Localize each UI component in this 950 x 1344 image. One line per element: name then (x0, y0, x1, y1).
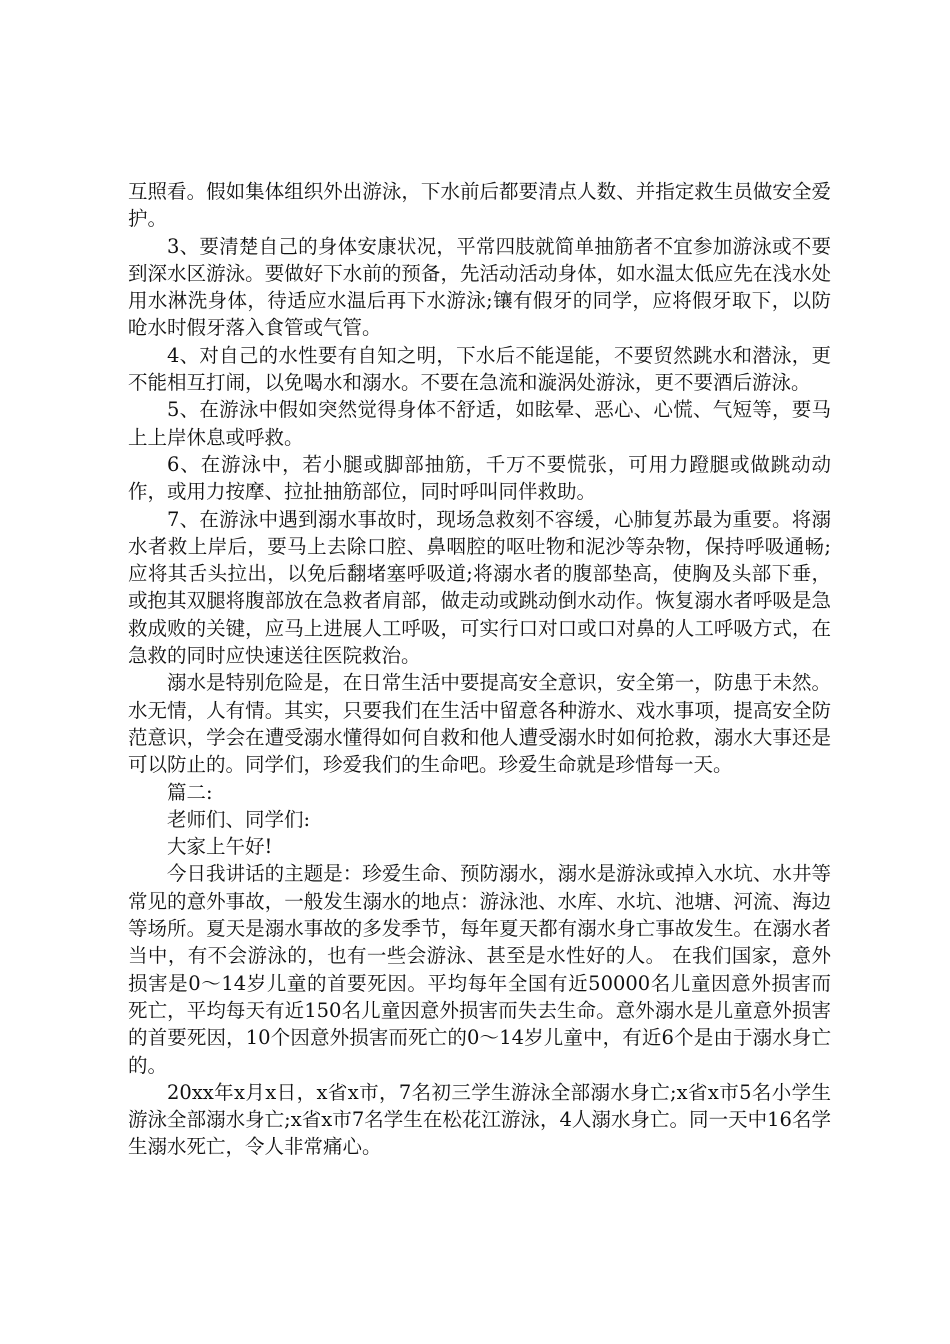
document-body (128, 178, 831, 1161)
paragraph-continuation: 互照看。假如集体组织外出游泳，下水前后都要清点人数、并指定救生员做安全爱护。 (128, 180, 831, 231)
paragraph-item-4: 4、对自己的水性要有自知之明，下水后不能逞能，不要贸然跳水和潜泳，更不能相互打闹，以免喝水和溺水。不要在急流和漩涡处游泳，更不要酒后游泳。 (128, 343, 831, 395)
paragraph-speech-topic: 今日我讲话的主题是：珍爱生命、预防溺水，溺水是游泳或掉入水坑、水井等常见的意外事故，一般发生溺水的地点：游泳池、水库、水坑、池塘、河流、海边等场所。夏天是溺水事故的多发季节，每年夏天都有溺水身亡事故发生。在溺水者当中，有不会游泳的，也有一些会游泳、甚至是水性好的人。 在我们国家，意外损害是0～14岁儿童的首要死因。平均每年全国有近50000名儿童因意外损害而死亡，平均每天有近150名儿童因意外损害而失去生命。意外溺水是儿童意外损害的首要死因，10个因意外损害而死亡的0～14岁儿童中，有近6个是由于溺水身亡的。 (128, 862, 831, 1077)
paragraph-item-7: 7、在游泳中遇到溺水事故时，现场急救刻不容缓，心肺复苏最为重要。将溺水者救上岸后，要马上去除口腔、鼻咽腔的呕吐物和泥沙等杂物，保持呼吸通畅;应将其舌头拉出，以免后翻堵塞呼吸道;将溺水者的腹部垫高，使胸及头部下垂，或抱其双腿将腹部放在急救者肩部，做走动或跳动倒水动作。恢复溺水者呼吸是急救成败的关键，应马上进展人工呼吸，可实行口对口或口对鼻的人工呼吸方式，在急救的同时应快速送往医院救治。 (128, 507, 831, 668)
paragraph-summary: 溺水是特别危险是，在日常生活中要提高安全意识，安全第一，防患于未然。水无情，人有情。其实，只要我们在生活中留意各种游水、戏水事项，提高安全防范意识，学会在遭受溺水懂得如何自救和他人遭受溺水时如何抢救，溺水大事还是可以防止的。同学们，珍爱我们的生命吧。珍爱生命就是珍惜每一天。 (128, 671, 831, 777)
paragraph-item-3: 3、要清楚自己的身体安康状况，平常四肢就简单抽筋者不宜参加游泳或不要到深水区游泳。要做好下水前的预备，先活动活动身体，如水温太低应先在浅水处用水淋洗身体，待适应水温后再下水游泳;镶有假牙的同学，应将假牙取下，以防呛水时假牙落入食管或气管。 (128, 234, 831, 340)
section-heading: 篇二: (167, 780, 213, 804)
paragraph-item-5: 5、在游泳中假如突然觉得身体不舒适，如眩晕、恶心、心慌、气短等，要马上上岸休息或呼救。 (128, 398, 831, 449)
greeting: 大家上午好! (167, 835, 273, 859)
salutation: 老师们、同学们: (167, 807, 311, 831)
paragraph-incident: 20xx年x月x日，x省x市，7名初三学生游泳全部溺水身亡;x省x市5名小学生游泳全部溺水身亡;x省x市7名学生在松花江游泳，4人溺水身亡。同一天中16名学生溺水死亡，令人非常痛心。 (128, 1080, 831, 1159)
paragraph-item-6: 6、在游泳中，若小腿或脚部抽筋，千万不要慌张，可用力蹬腿或做跳动动作，或用力按摩、拉扯抽筋部位，同时呼叫同伴救助。 (128, 452, 831, 504)
